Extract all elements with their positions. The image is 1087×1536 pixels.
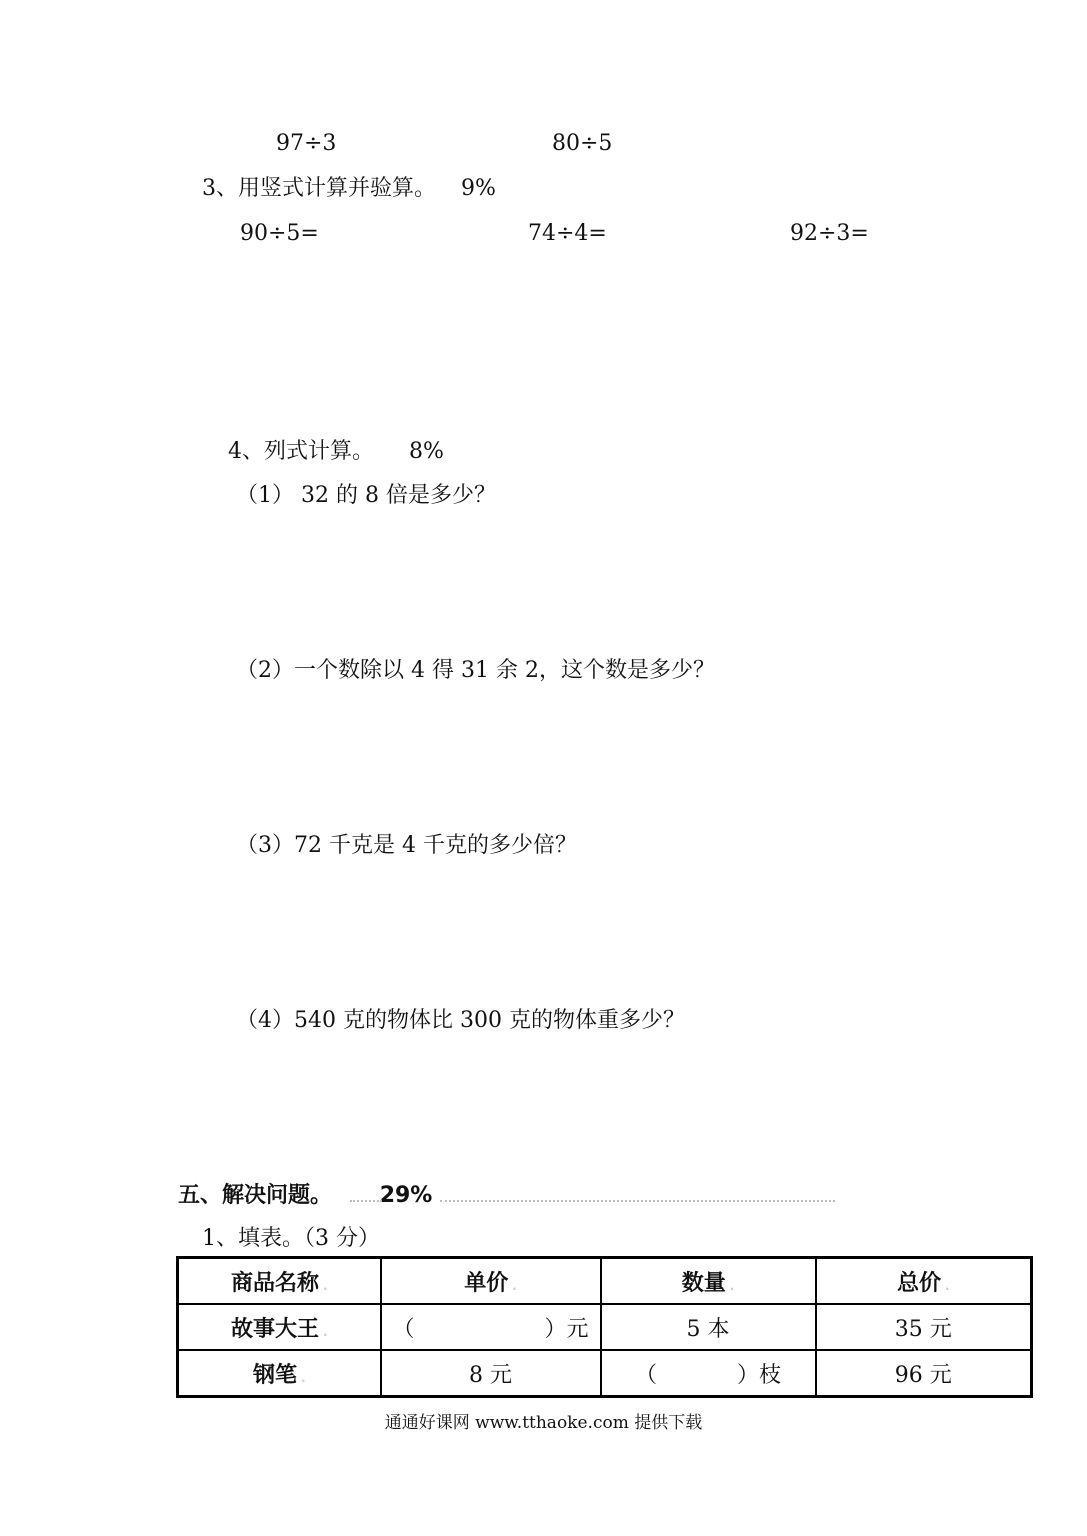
q3-score: 9% — [461, 176, 496, 201]
division-80-5: 80÷5 — [552, 131, 613, 156]
q3-item-3: 92÷3= — [790, 221, 869, 246]
section5-score: 29% — [379, 1183, 433, 1208]
header-product-name: 商品名称 . — [178, 1258, 381, 1305]
q3-item-2: 74÷4= — [528, 221, 607, 246]
table-row — [178, 1304, 1032, 1350]
page-footer: 通通好课网 www.tthaoke.com 提供下载 — [384, 1413, 703, 1433]
q4-title-text: 4、列式计算。 — [228, 439, 374, 464]
division-97-3: 97÷3 — [276, 131, 337, 156]
cell-qty-blank[interactable]: （ ）枝 — [601, 1350, 816, 1397]
cell-qty-storybook: 5 本 — [601, 1304, 816, 1350]
q4-title — [228, 438, 444, 466]
cell-product-storybook: 故事大王 . — [178, 1304, 381, 1350]
q4-item-3: （3）72 千克是 4 千克的多少倍？ — [236, 833, 577, 858]
cell-price-blank[interactable]: （ ）元 — [381, 1304, 601, 1350]
q1-title: 1、填表。（3 分） — [202, 1226, 380, 1251]
q4-item-4: （4）540 克的物体比 300 克的物体重多少？ — [236, 1008, 685, 1033]
dotted-leader-short — [350, 1200, 382, 1202]
q3-item-1: 90÷5= — [240, 221, 319, 246]
header-unit-price: 单价 . — [381, 1258, 601, 1305]
dotted-leader — [440, 1200, 835, 1202]
table-header-row — [178, 1258, 1032, 1305]
q3-title-text: 3、用竖式计算并验算。 — [202, 176, 436, 201]
cell-total-pen: 96 元 — [816, 1350, 1032, 1397]
cell-price-pen: 8 元 — [381, 1350, 601, 1397]
section5-title — [178, 1182, 432, 1210]
q3-title — [202, 175, 496, 203]
q4-score: 8% — [409, 439, 444, 464]
q4-item-1: （1） 32 的 8 倍是多少？ — [236, 483, 496, 508]
cell-total-storybook: 35 元 — [816, 1304, 1032, 1350]
table-row — [178, 1350, 1032, 1397]
header-quantity: 数量 . — [601, 1258, 816, 1305]
cell-product-pen: 钢笔 . — [178, 1350, 381, 1397]
q4-item-2: （2）一个数除以 4 得 31 余 2，这个数是多少？ — [236, 658, 715, 683]
fill-in-table — [176, 1256, 1033, 1398]
header-total-price: 总价 . — [816, 1258, 1032, 1305]
section5-title-text: 五、解决问题。 — [178, 1183, 333, 1208]
